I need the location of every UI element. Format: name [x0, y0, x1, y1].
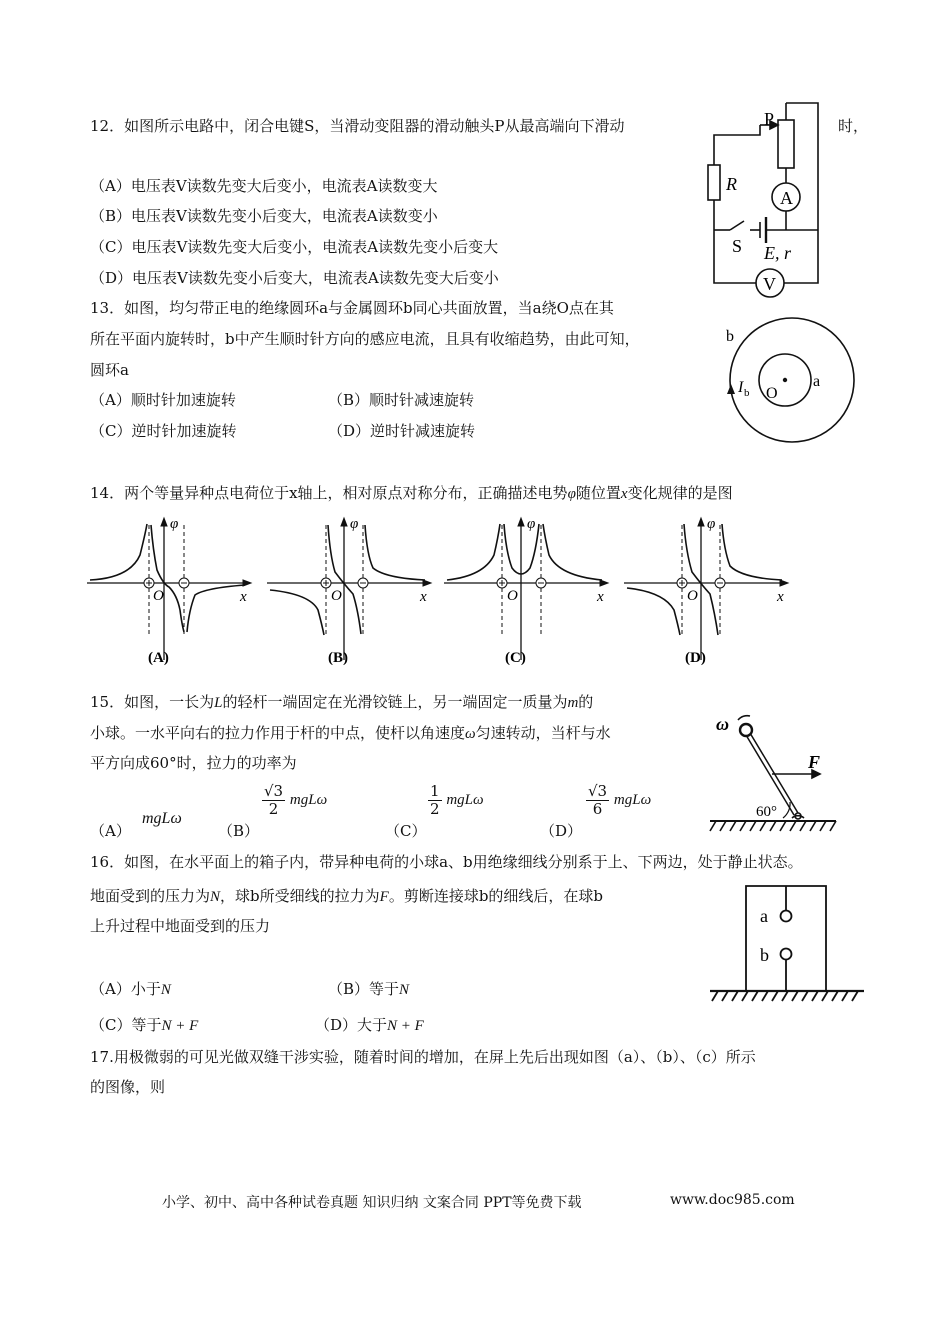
q16-option-a-expr: N	[160, 982, 171, 998]
q16-option-c	[90, 1014, 198, 1035]
q16-box-figure	[708, 880, 868, 1005]
q16-option-c-expr: N + F	[161, 1018, 199, 1034]
q13-label-a: a	[813, 373, 821, 390]
q14-graph-b-x: x	[420, 589, 427, 605]
q14-x: x	[620, 486, 628, 502]
q15-stem-line1	[90, 691, 593, 712]
q12-option-d: （D）电压表V读数先变小后变大，电流表A读数先变大后变小	[90, 269, 499, 287]
q16-option-d-text: （D）大于	[315, 1016, 388, 1034]
q15-option-b-num: √3	[264, 782, 284, 800]
q15-option-a-expr: mgLω	[142, 810, 182, 827]
q16-stem-line2	[90, 885, 603, 906]
q15-option-c-expr	[428, 783, 484, 817]
q15-option-d-den: 6	[592, 799, 603, 818]
q12-option-a: （A）电压表V读数先变大后变小，电流表A读数变大	[90, 177, 438, 195]
q14-graph-d-label: (D)	[685, 650, 706, 666]
q13-rings-figure	[712, 310, 872, 450]
q12-option-b: （B）电压表V读数先变小后变大，电流表A读数变小	[90, 207, 438, 225]
q14-graph-d-x: x	[777, 589, 784, 605]
q13-option-d: （D）逆时针减速旋转	[328, 422, 476, 440]
q14-graph-a-phi: φ	[170, 516, 179, 532]
q15-option-b-den: 2	[268, 799, 279, 818]
q15-option-d-term: mgLω	[613, 792, 652, 808]
q12-voltmeter-label: V	[763, 274, 776, 294]
q16-option-b-expr: N	[399, 982, 410, 998]
q17-line2: 的图像，则	[90, 1078, 166, 1096]
q15-option-d-label: （D）	[540, 822, 583, 840]
q15-omega: ω	[465, 726, 476, 742]
q15-angle-label: 60°	[756, 804, 777, 820]
q16-ball-a-label: a	[760, 906, 768, 926]
q15-option-b-expr	[262, 783, 327, 817]
q14-graph-a-label: (A)	[148, 650, 169, 666]
q12-stem: 12．如图所示电路中，闭合电键S，当滑动变阻器的滑动触头P从最高端向下滑动	[90, 117, 625, 135]
q16-option-a-text: （A）小于	[90, 980, 161, 998]
q16-option-b	[328, 978, 409, 999]
q13-label-ib: I	[738, 379, 744, 396]
q15-option-a-label: （A）	[90, 822, 131, 840]
q12-circuit-figure	[700, 95, 830, 310]
q14-stem-part-c: 变化规律的是图	[627, 484, 733, 502]
q14-graph-d	[622, 510, 797, 670]
q13-stem-line2: 所在平面内旋转时，b中产生顺时针方向的感应电流，且具有收缩趋势，由此可知，	[90, 330, 640, 348]
q15-stem-l2-a: 小球。一水平向右的拉力作用于杆的中点，使杆以角速度	[90, 724, 466, 742]
q13-option-b: （B）顺时针减速旋转	[328, 391, 475, 409]
q16-stem-l2-c: 。剪断连接球b的细线后，在球b	[388, 887, 604, 905]
q14-graph-b	[265, 510, 440, 670]
q16-option-b-text: （B）等于	[328, 980, 400, 998]
q13-stem-line3: 圆环a	[90, 361, 129, 379]
q15-stem-l1-a: 15．如图，一长为	[90, 693, 215, 711]
q14-graph-c-label: (C)	[505, 650, 526, 666]
q15-option-c-term: mgLω	[446, 792, 484, 808]
q12-label-p: P	[764, 109, 775, 129]
q14-graph-d-origin: O	[687, 588, 698, 604]
q15-stem-l1-c: 的	[578, 693, 594, 711]
q16-option-c-text: （C）等于	[90, 1016, 162, 1034]
q13-stem-line1: 13．如图，均匀带正电的绝缘圆环a与金属圆环b同心共面放置，当a绕O点在其	[90, 299, 614, 317]
q15-m: m	[567, 695, 579, 711]
q16-option-d	[315, 1014, 424, 1035]
q14-stem	[90, 482, 733, 503]
q16-N: N	[210, 889, 221, 905]
q14-stem-part-a: 14．两个等量异种点电荷位于x轴上，相对原点对称分布，正确描述电势	[90, 484, 568, 502]
q15-stem-l2-b: 匀速转动，当杆与水	[475, 724, 611, 742]
q13-label-ib-sub: b	[744, 387, 750, 399]
q15-stem-line3: 平方向成60°时，拉力的功率为	[90, 754, 297, 772]
q14-graph-b-phi: φ	[350, 516, 359, 532]
q15-L: L	[214, 695, 223, 711]
q15-stem-l1-b: 的轻杆一端固定在光滑铰链上，另一端固定一质量为	[222, 693, 568, 711]
q15-force-label: F	[808, 752, 821, 772]
q16-stem-line3: 上升过程中地面受到的压力	[90, 917, 271, 935]
q14-graph-b-origin: O	[331, 588, 342, 604]
q13-option-a: （A）顺时针加速旋转	[90, 391, 236, 409]
q12-label-er: E, r	[764, 243, 791, 263]
q16-option-a	[90, 978, 171, 999]
q15-omega-label: ω	[716, 714, 730, 734]
q15-option-c-den: 2	[430, 799, 440, 818]
q12-stem-end: 时，	[838, 117, 869, 135]
q14-graph-b-label: (B)	[328, 650, 348, 666]
q16-stem-line1: 16．如图，在水平面上的箱子内，带异种电荷的小球a、b用绝缘细线分别系于上、下两边，处于静止状态。	[90, 853, 803, 871]
footer-url[interactable]: www.doc985.com	[670, 1192, 795, 1208]
q16-stem-l2-a: 地面受到的压力为	[90, 887, 211, 905]
q12-label-s: S	[732, 236, 743, 256]
q14-graph-c	[442, 510, 617, 670]
q15-stem-line2	[90, 722, 611, 743]
q17-line1: 17.用极微弱的可见光做双缝干涉实验，随着时间的增加，在屏上先后出现如图（a）、（b）、（c）所示	[90, 1048, 756, 1066]
q14-graph-a-origin: O	[153, 588, 164, 604]
q15-option-d-num: √3	[588, 782, 608, 800]
q15-option-d-expr	[586, 783, 651, 817]
q15-option-c-label: （C）	[385, 822, 427, 840]
q13-label-b: b	[726, 328, 734, 345]
q14-graph-d-phi: φ	[707, 516, 716, 532]
q12-ammeter-label: A	[780, 188, 793, 208]
q14-phi: φ	[567, 486, 576, 502]
q16-F: F	[379, 889, 389, 905]
q14-graph-a	[85, 510, 260, 670]
q14-graph-c-origin: O	[507, 588, 518, 604]
q15-option-c-num: 1	[430, 782, 440, 800]
q15-option-b-label: （B）	[218, 822, 260, 840]
q15-rod-figure	[708, 712, 848, 837]
q14-graph-a-x: x	[240, 589, 247, 605]
q12-option-c: （C）电压表V读数先变大后变小，电流表A读数先变小后变大	[90, 238, 499, 256]
q14-graph-c-x: x	[597, 589, 604, 605]
q12-label-r: R	[726, 174, 737, 194]
q13-option-c: （C）逆时针加速旋转	[90, 422, 237, 440]
q13-label-o: O	[766, 385, 778, 402]
q16-stem-l2-b: ，球b所受细线的拉力为	[220, 887, 380, 905]
q15-option-b-term: mgLω	[289, 792, 328, 808]
q16-ball-b-label: b	[760, 945, 769, 965]
q14-stem-part-b: 随位置	[575, 484, 621, 502]
footer-text: 小学、初中、高中各种试卷真题 知识归纳 文案合同 PPT等免费下载	[162, 1195, 582, 1211]
q16-option-d-expr: N + F	[387, 1018, 424, 1034]
q14-graph-c-phi: φ	[527, 516, 536, 532]
